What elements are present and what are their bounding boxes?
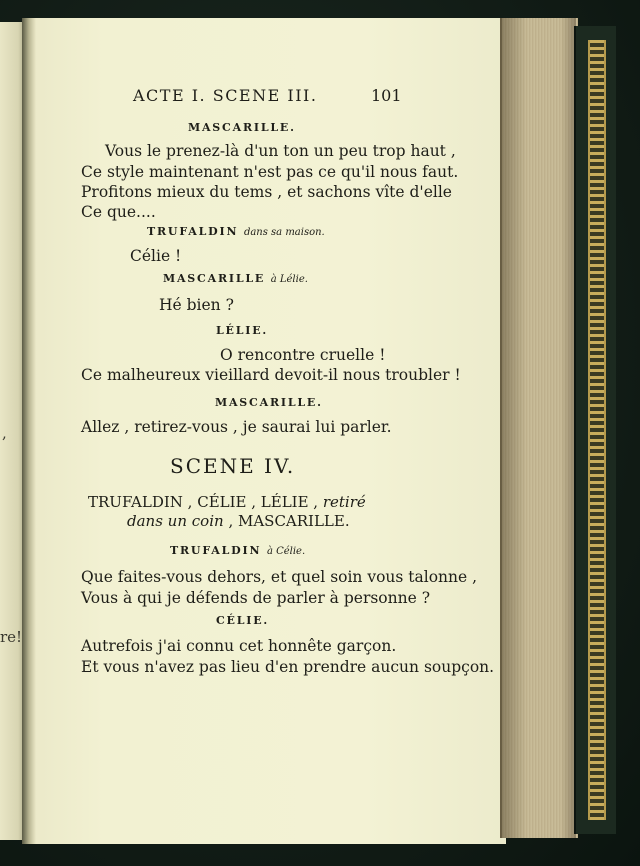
speaker-name: TRUFALDIN: [147, 225, 239, 238]
verse-line: Autrefois j'ai connu cet honnête garçon.: [81, 637, 397, 655]
verse-line: Hé bien ?: [159, 296, 234, 314]
speaker-name: LÉLIE.: [216, 324, 269, 337]
stage-direction: à Lélie.: [270, 274, 308, 285]
speaker-name: CÉLIE.: [216, 614, 270, 627]
verse-line: Vous le prenez-là d'un ton un peu trop haut ,: [105, 142, 456, 160]
speaker-line: [147, 225, 325, 238]
left-page-fragment-re: re!: [0, 628, 23, 646]
speaker-name: MASCARILLE: [163, 272, 266, 285]
stage-direction: dans sa maison.: [243, 227, 325, 238]
gilt-border-ornament: [588, 40, 606, 820]
verse-line: Profitons mieux du tems , et sachons vîte d'elle: [81, 183, 452, 201]
book-gutter: [22, 18, 36, 844]
verse-line: O rencontre cruelle !: [220, 346, 386, 364]
stage-direction: à Célie.: [266, 546, 306, 557]
speaker-line: [170, 544, 305, 557]
scene-heading: SCENE IV.: [170, 454, 296, 478]
running-title: ACTE I. SCENE III.: [133, 86, 318, 105]
speaker-name: TRUFALDIN: [170, 544, 262, 557]
page-number: 101: [371, 86, 402, 105]
verse-line: Ce style maintenant n'est pas ce qu'il nous faut.: [81, 163, 459, 181]
verse-line: Allez , retirez-vous , je saurai lui parler.: [81, 418, 392, 436]
verse-line: Et vous n'avez pas lieu d'en prendre aucun soupçon.: [81, 658, 495, 676]
cast-line: [127, 512, 350, 530]
page-edges-shadow: [500, 18, 576, 838]
cast-names: TRUFALDIN , CÉLIE , LÉLIE ,: [88, 493, 319, 511]
speaker-name: MASCARILLE.: [215, 396, 323, 409]
cast-direction: dans un coin: [127, 512, 224, 530]
cast-direction: retiré: [322, 493, 366, 511]
verse-line: Célie !: [130, 247, 182, 265]
verse-line: Que faites-vous dehors, et quel soin vous talonne ,: [81, 568, 478, 586]
speaker-name: MASCARILLE.: [188, 121, 296, 134]
verse-line: Ce que....: [81, 203, 156, 221]
cast-names: , MASCARILLE.: [228, 512, 350, 530]
cast-line: [88, 493, 366, 511]
speaker-line: [163, 272, 308, 285]
verse-line: Ce malheureux vieillard devoit-il nous troubler !: [81, 366, 461, 384]
verse-line: Vous à qui je défends de parler à personne ?: [81, 589, 431, 607]
left-page-fragment-comma: ,: [2, 424, 7, 442]
